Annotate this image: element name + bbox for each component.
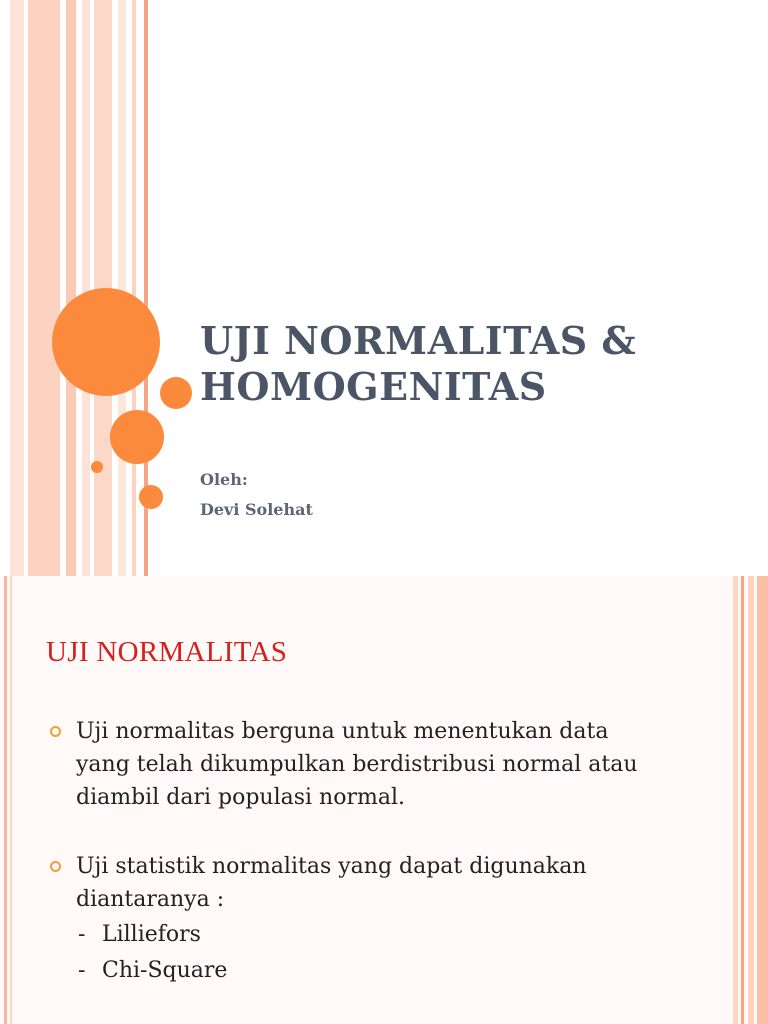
- dash-marker: -: [78, 958, 86, 983]
- bullet-line: Uji statistik normalitas yang dapat digunakan: [76, 854, 587, 879]
- bullet-item: [50, 715, 690, 814]
- decor-circle: [110, 410, 164, 464]
- decor-stripe: [10, 576, 12, 1024]
- decor-circle: [91, 461, 103, 473]
- decor-stripe: [118, 0, 126, 576]
- decor-circle-large: [52, 288, 160, 396]
- decor-stripe: [82, 0, 90, 576]
- decor-circle: [139, 485, 163, 509]
- bullet-line: diambil dari populasi normal.: [76, 785, 405, 810]
- title-line: UJI NORMALITAS &: [200, 318, 637, 363]
- sub-item-text: Lilliefors: [102, 922, 201, 947]
- bullet-line: diantaranya :: [76, 887, 225, 912]
- dash-marker: -: [78, 922, 86, 947]
- author-label: Oleh:: [200, 470, 248, 489]
- bullet-ring-icon: [50, 726, 61, 737]
- decor-stripe: [757, 576, 768, 1024]
- decor-stripe: [66, 0, 76, 576]
- bullet-item: [50, 850, 690, 916]
- bullet-line: Uji normalitas berguna untuk menentukan data: [76, 719, 609, 744]
- content-slide: [0, 576, 768, 1024]
- decor-stripe: [733, 576, 738, 1024]
- author-block: [200, 465, 313, 525]
- decor-stripe: [10, 0, 24, 576]
- sub-list-item: [78, 954, 227, 987]
- title-line: HOMOGENITAS: [200, 364, 547, 409]
- decor-stripe: [4, 576, 7, 1024]
- decor-stripe: [748, 576, 754, 1024]
- decor-stripe: [28, 0, 60, 576]
- bullet-ring-icon: [50, 861, 61, 872]
- decor-circle: [160, 377, 192, 409]
- author-name: Devi Solehat: [200, 500, 313, 519]
- sub-list-item: [78, 918, 201, 951]
- decor-stripe: [741, 576, 744, 1024]
- decor-stripe: [132, 0, 136, 576]
- bullet-line: yang telah dikumpulkan berdistribusi normal atau: [76, 752, 638, 777]
- slide-title: [200, 318, 636, 410]
- slide-heading: UJI NORMALITAS: [46, 636, 288, 668]
- sub-item-text: Chi-Square: [102, 958, 228, 983]
